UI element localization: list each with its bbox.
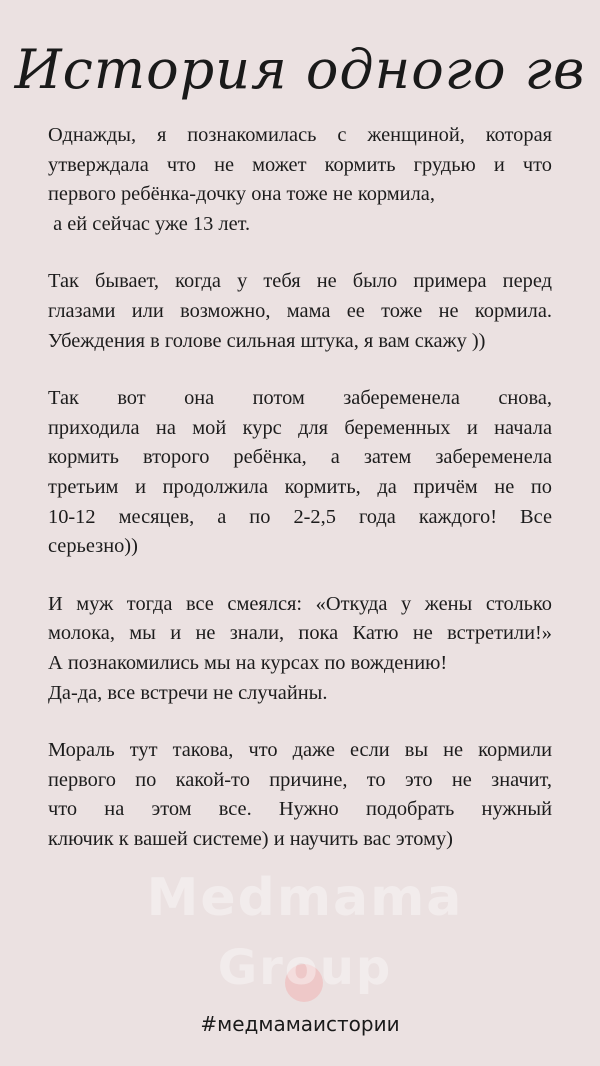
- paragraph-4: [48, 590, 552, 708]
- text-line: 10-12 месяцев, а по 2-2,5 года каждого! Все: [48, 505, 552, 528]
- text-line: глазами или возможно, мама ее тоже не кормила.: [48, 299, 552, 322]
- brand-watermark: [140, 868, 470, 1018]
- text-line: утверждала что не может кормить грудью и что: [48, 153, 552, 176]
- paragraph-5: [48, 736, 552, 854]
- text-line: Убеждения в голове сильная штука, я вам скажу )): [48, 329, 486, 352]
- text-line: Так вот она потом забеременела снова,: [48, 387, 552, 410]
- watermark-line-2: Group: [217, 940, 393, 996]
- text-line: Мораль тут такова, что даже если вы не кормили: [48, 739, 552, 762]
- text-line: Так бывает, когда у тебя не было примера перед: [48, 270, 552, 293]
- text-line: серьезно)): [48, 535, 138, 558]
- watermark-line-1: Medmama: [146, 868, 464, 928]
- text-line: приходила на мой курс для беременных и начала: [48, 416, 552, 439]
- hashtag: #медмамаистории: [200, 1012, 400, 1036]
- text-line: ключик к вашей системе) и научить вас этому): [48, 827, 453, 850]
- text-line: первого по какой-то причине, то это не значит,: [48, 768, 552, 791]
- text-line: И муж тогда все смеялся: «Откуда у жены столько: [48, 592, 552, 615]
- text-line: первого ребёнка-дочку она тоже не кормила,: [48, 183, 435, 206]
- text-line: а ей сейчас уже 13 лет.: [48, 212, 251, 235]
- paragraph-3: [48, 384, 552, 562]
- text-line: что на этом все. Нужно подобрать нужный: [48, 798, 552, 821]
- page-title: История одного гв: [14, 38, 586, 101]
- paragraph-1: [48, 121, 552, 239]
- paragraph-2: [48, 267, 552, 356]
- text-line: молока, мы и не знали, пока Катю не встретили!»: [48, 622, 552, 645]
- text-line: третьим и продолжила кормить, да причём не по: [48, 475, 552, 498]
- text-line: А познакомились мы на курсах по вождению!: [48, 651, 448, 674]
- text-line: Однажды, я познакомилась с женщиной, которая: [48, 124, 552, 146]
- text-line: кормить второго ребёнка, а затем забеременела: [48, 446, 552, 469]
- text-line: Да-да, все встречи не случайны.: [48, 681, 328, 704]
- story-text: [48, 121, 552, 882]
